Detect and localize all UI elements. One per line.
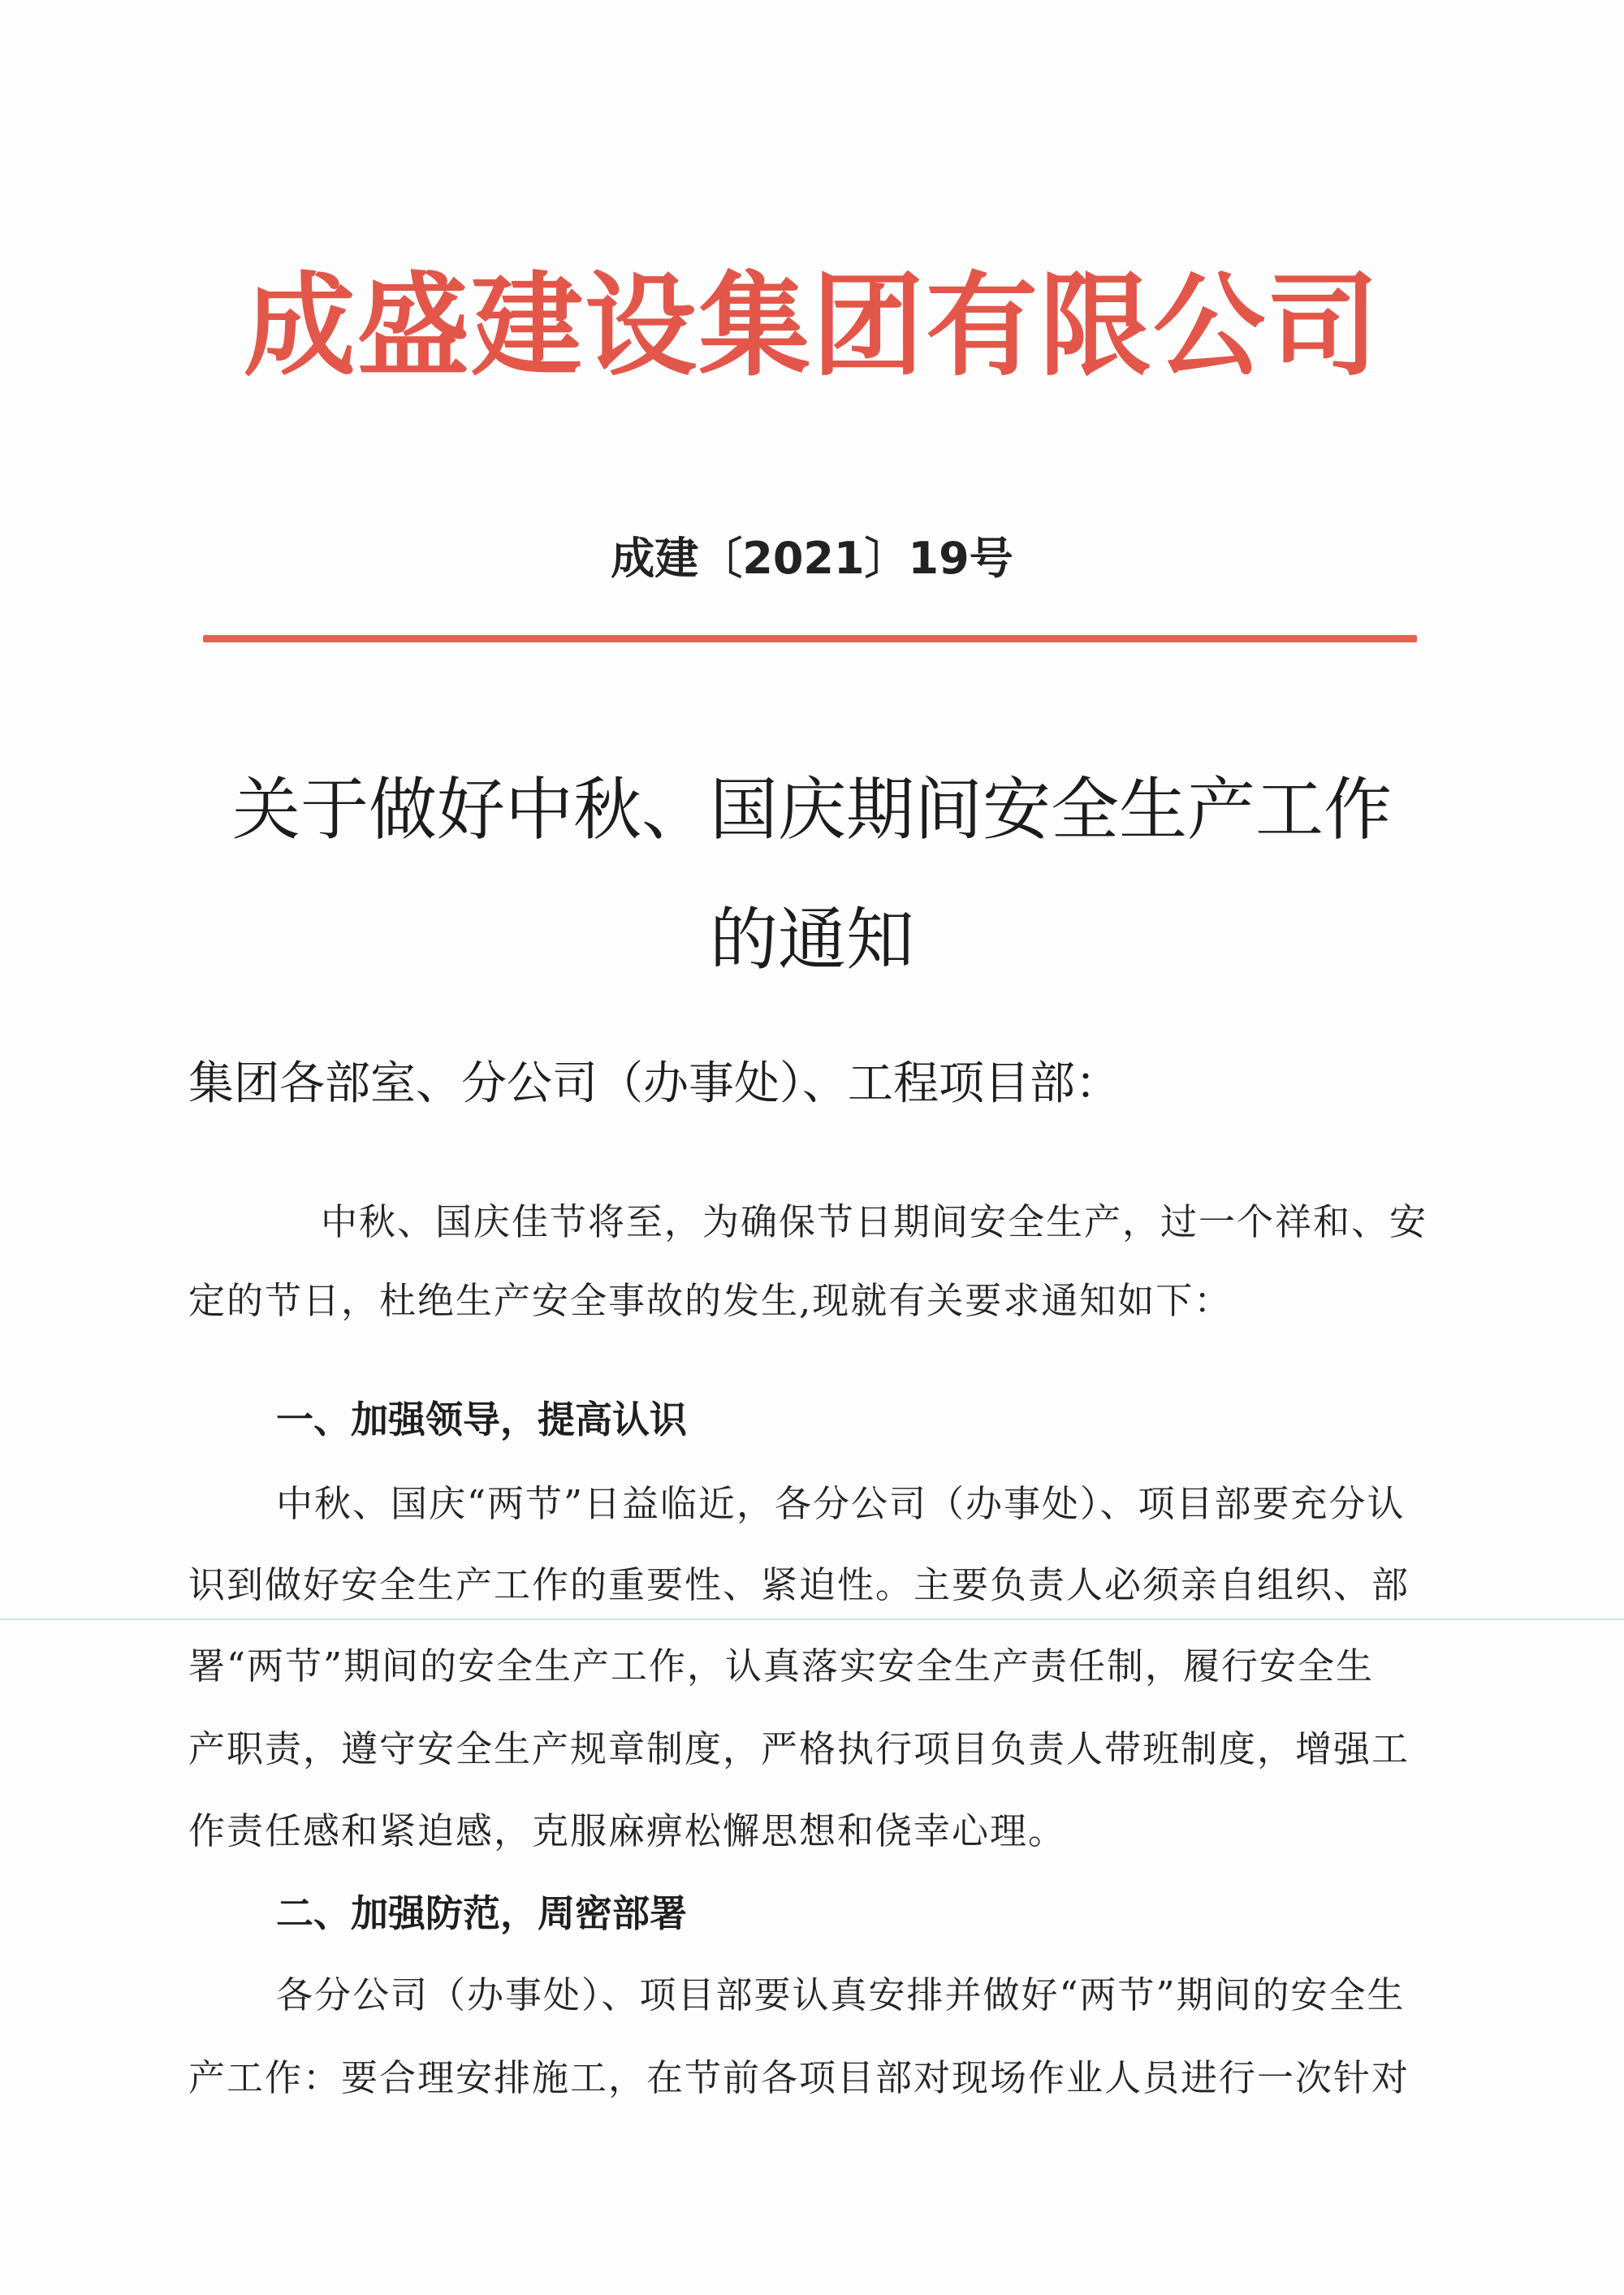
section-1-line-2: 识到做好安全生产工作的重要性、紧迫性。主要负责人必须亲自组织、部 bbox=[188, 1563, 1410, 1606]
notice-title-line-2: 的通知 bbox=[709, 900, 914, 979]
organization-header: 成盛建设集团有限公司 bbox=[243, 261, 1380, 391]
section-1-line-1: 中秋、国庆“两节”日益临近，各分公司（办事处）、项目部要充分认 bbox=[276, 1482, 1406, 1525]
section-2-line-2: 产工作：要合理安排施工，在节前各项目部对现场作业人员进行一次针对 bbox=[188, 2056, 1410, 2099]
section-1-line-5: 作责任感和紧迫感，克服麻痹松懈思想和侥幸心理。 bbox=[188, 1809, 1067, 1852]
intro-line-1: 中秋、国庆佳节将至，为确保节日期间安全生产，过一个祥和、安 bbox=[321, 1200, 1428, 1243]
section-2-heading: 二、加强防范，周密部署 bbox=[276, 1891, 687, 1935]
section-1-line-3: 署“两节”期间的安全生产工作，认真落实安全生产责任制，履行安全生 bbox=[188, 1645, 1375, 1688]
intro-line-2: 定的节日，杜绝生产安全事故的发生,现就有关要求通知如下： bbox=[188, 1279, 1233, 1322]
section-1-line-4: 产职责，遵守安全生产规章制度，严格执行项目负责人带班制度，增强工 bbox=[188, 1727, 1410, 1770]
section-2-line-1: 各分公司（办事处）、项目部要认真安排并做好“两节”期间的安全生 bbox=[276, 1973, 1406, 2016]
scan-artifact-line bbox=[0, 1619, 1624, 1620]
notice-title-line-1: 关于做好中秋、国庆期间安全生产工作 bbox=[231, 770, 1392, 849]
addressee-line: 集团各部室、分公司（办事处）、工程项目部： bbox=[188, 1057, 1121, 1110]
section-1-heading: 一、加强领导，提高认识 bbox=[276, 1398, 687, 1441]
red-divider-rule bbox=[203, 635, 1417, 642]
document-number: 成建〔2021〕19号 bbox=[611, 533, 1013, 584]
